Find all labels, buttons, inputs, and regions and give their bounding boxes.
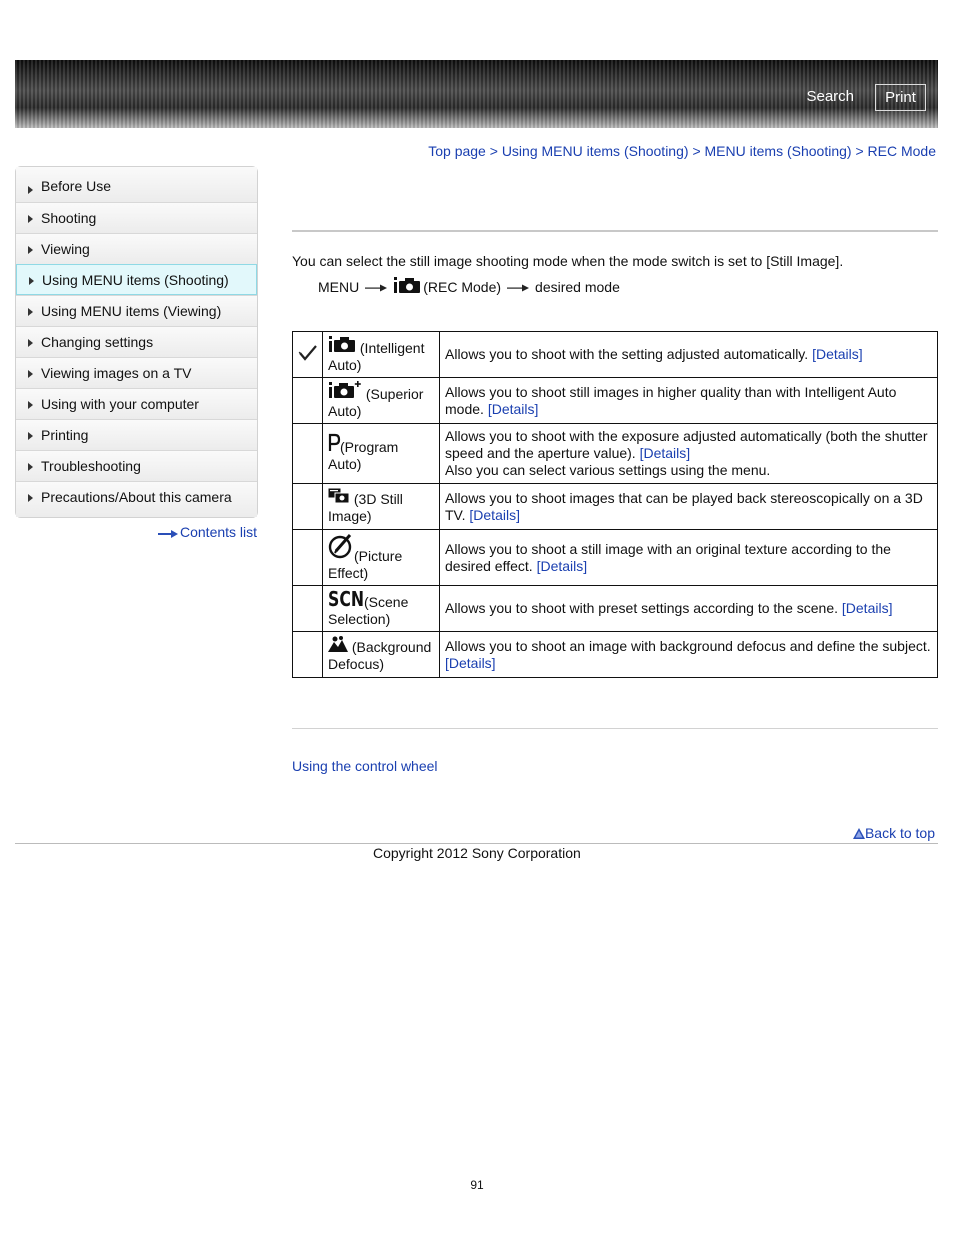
sidebar-item-using-menu-viewing[interactable]	[16, 295, 257, 326]
svg-text:SCN: SCN	[328, 587, 364, 611]
table-row	[293, 632, 938, 678]
sidebar-item-label: Before Use	[41, 178, 112, 194]
triangle-right-icon	[28, 401, 33, 409]
arrow-right-icon	[158, 525, 178, 541]
intelligent-auto-icon	[393, 276, 421, 297]
breadcrumb-separator: >	[692, 143, 701, 159]
contents-list-link[interactable]	[158, 524, 257, 541]
arrow-right-icon	[365, 279, 387, 295]
related-link-control-wheel[interactable]: Using the control wheel	[292, 758, 438, 774]
description-cell	[440, 378, 938, 424]
mode-name: (Intelligent Auto)	[328, 340, 425, 373]
breadcrumb	[428, 143, 936, 159]
mode-description: Allows you to shoot with preset settings according to the scene.	[445, 600, 838, 616]
breadcrumb-menu-items-shooting[interactable]: MENU items (Shooting)	[704, 143, 852, 159]
triangle-right-icon	[28, 186, 33, 194]
mode-name: (Background Defocus)	[328, 639, 432, 672]
triangle-right-icon	[28, 215, 33, 223]
sidebar-item-before-use[interactable]	[16, 167, 257, 202]
table-row	[293, 484, 938, 530]
mode-cell	[323, 530, 440, 586]
copyright-text: Copyright 2012 Sony Corporation	[373, 845, 581, 861]
check-cell	[293, 378, 323, 424]
breadcrumb-separator: >	[855, 143, 864, 159]
sidebar-item-label: Viewing	[41, 241, 90, 257]
check-cell	[293, 586, 323, 632]
mode-name: (3D Still Image)	[328, 491, 403, 524]
check-cell	[293, 530, 323, 586]
description-cell	[440, 632, 938, 678]
sidebar-nav	[15, 166, 258, 518]
sidebar-item-troubleshooting[interactable]	[16, 450, 257, 481]
mode-cell	[323, 424, 440, 484]
triangle-up-icon	[853, 825, 865, 841]
table-row	[293, 332, 938, 378]
mode-cell	[323, 484, 440, 530]
intro-text: You can select the still image shooting mode when the mode switch is set to [Still Image].	[292, 253, 844, 269]
superior-auto-icon	[328, 381, 362, 403]
triangle-right-icon	[28, 432, 33, 440]
description-cell	[440, 586, 938, 632]
mode-description: Allows you to shoot an image with background defocus and define the subject.	[445, 637, 931, 654]
mode-name: (Program Auto)	[328, 439, 399, 472]
sidebar-item-label: Using with your computer	[41, 396, 199, 412]
triangle-right-icon	[28, 370, 33, 378]
triangle-right-icon	[28, 246, 33, 254]
details-link[interactable]: [Details]	[469, 506, 520, 523]
mode-cell	[323, 586, 440, 632]
back-to-top-link[interactable]	[853, 825, 935, 841]
sidebar-item-printing[interactable]	[16, 419, 257, 450]
footer-divider	[15, 843, 938, 844]
description-cell	[440, 530, 938, 586]
table-row	[293, 530, 938, 586]
breadcrumb-rec-mode[interactable]: REC Mode	[867, 143, 936, 159]
details-link[interactable]: [Details]	[639, 445, 691, 461]
breadcrumb-top-page[interactable]: Top page	[428, 143, 486, 159]
breadcrumb-separator: >	[489, 143, 498, 159]
checkmark-icon	[298, 349, 318, 365]
sidebar-item-viewing-on-tv[interactable]	[16, 357, 257, 388]
rec-mode-label: (REC Mode)	[423, 278, 502, 295]
triangle-right-icon	[28, 339, 33, 347]
mode-cell	[323, 378, 440, 424]
3d-still-image-icon	[328, 488, 350, 508]
mode-description: Allows you to shoot a still image with an original texture according to the desired effect.	[445, 540, 891, 574]
triangle-right-icon	[28, 494, 33, 502]
sidebar-item-viewing[interactable]	[16, 233, 257, 264]
search-link[interactable]: Search	[806, 88, 854, 105]
sidebar-item-label: Printing	[41, 427, 89, 443]
intelligent-auto-icon	[328, 335, 356, 357]
picture-effect-icon	[328, 533, 354, 565]
sidebar-item-label: Precautions/About this camera	[41, 489, 232, 505]
mode-cell	[323, 632, 440, 678]
menu-path	[318, 276, 620, 297]
scene-selection-icon	[328, 589, 364, 611]
mode-name: (Scene Selection)	[328, 594, 409, 627]
divider	[292, 230, 938, 232]
sidebar-item-using-with-computer[interactable]	[16, 388, 257, 419]
program-auto-icon	[328, 434, 340, 456]
check-cell	[293, 424, 323, 484]
check-cell	[293, 332, 323, 378]
mode-description: Allows you to shoot with the exposure adjusted automatically (both the shutter speed and the aperture value).	[445, 428, 928, 461]
sidebar-item-label: Using MENU items (Shooting)	[42, 272, 229, 288]
sidebar-item-shooting[interactable]	[16, 202, 257, 233]
mode-name: (Picture Effect)	[328, 548, 403, 581]
sidebar-item-label: Using MENU items (Viewing)	[41, 303, 222, 319]
sidebar-item-precautions[interactable]	[16, 481, 257, 517]
menu-label: MENU	[318, 278, 360, 295]
mode-cell	[323, 332, 440, 378]
details-link[interactable]: [Details]	[841, 600, 893, 616]
page-number: 91	[470, 1178, 484, 1192]
details-link[interactable]: [Details]	[536, 557, 588, 574]
sidebar-item-label: Viewing images on a TV	[41, 365, 192, 381]
check-cell	[293, 484, 323, 530]
table-row	[293, 378, 938, 424]
description-cell	[440, 424, 938, 484]
table-row	[293, 586, 938, 632]
triangle-right-icon	[28, 308, 33, 316]
arrow-right-icon	[507, 279, 529, 295]
background-defocus-icon	[328, 636, 348, 656]
mode-description: Allows you to shoot with the setting adjusted automatically.	[445, 346, 809, 362]
sidebar-item-using-menu-shooting[interactable]	[16, 264, 257, 295]
description-cell	[440, 332, 938, 378]
header-bar	[15, 60, 938, 128]
details-link[interactable]: [Details]	[487, 400, 539, 417]
triangle-right-icon	[29, 277, 34, 285]
desired-mode-label: desired mode	[535, 278, 620, 295]
contents-list-label: Contents list	[180, 524, 258, 540]
sidebar-item-label: Changing settings	[41, 334, 154, 350]
print-button[interactable]: Print	[875, 84, 926, 111]
table-row	[293, 424, 938, 484]
sidebar-item-changing-settings[interactable]	[16, 326, 257, 357]
breadcrumb-using-menu-shooting[interactable]: Using MENU items (Shooting)	[501, 143, 689, 159]
mode-description: Allows you to shoot still images in higher quality than with Intelligent Auto mode.	[445, 383, 897, 417]
details-link[interactable]: [Details]	[812, 346, 863, 362]
mode-name: (Superior Auto)	[328, 386, 424, 419]
check-cell	[293, 632, 323, 678]
rec-mode-table	[292, 331, 938, 678]
description-cell	[440, 484, 938, 530]
sidebar-item-label: Troubleshooting	[41, 458, 141, 474]
details-link[interactable]: [Details]	[445, 654, 496, 671]
mode-description-extra: Also you can select various settings using the menu.	[445, 462, 771, 478]
mode-description: Allows you to shoot images that can be played back stereoscopically on a 3D TV.	[445, 489, 923, 523]
sidebar-item-label: Shooting	[41, 210, 97, 226]
triangle-right-icon	[28, 463, 33, 471]
back-to-top-label: Back to top	[864, 825, 935, 841]
divider	[292, 728, 938, 729]
